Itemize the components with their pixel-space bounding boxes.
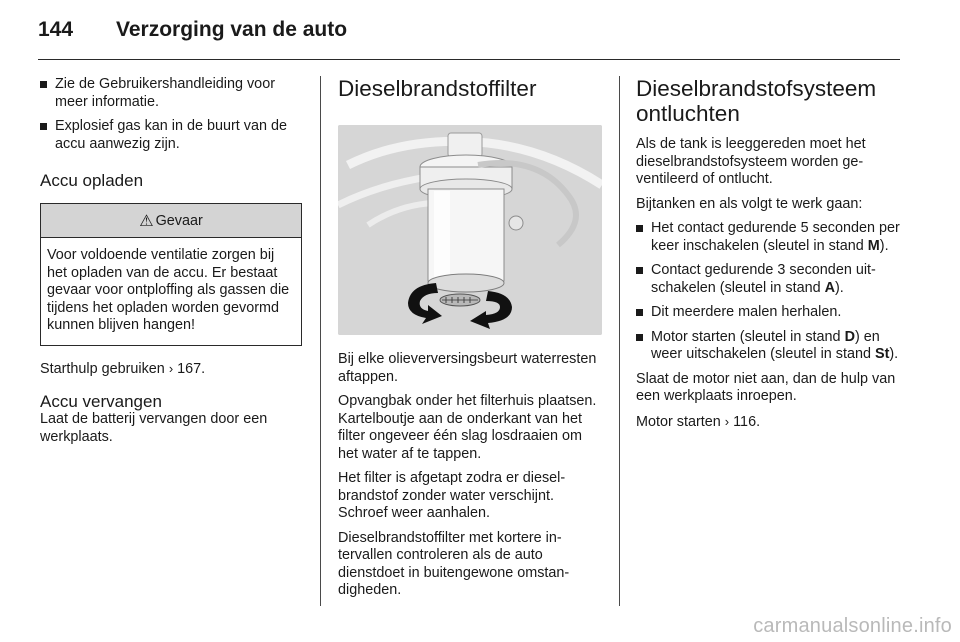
- page-number: 144: [38, 18, 74, 41]
- bullet-square-icon: [636, 267, 643, 274]
- fuel-filter-paragraph: Dieselbrandstoffilter met kortere intervallen controleren als de auto dienstdoet in buitengewone omstandigheden.: [338, 529, 570, 598]
- column-left: [40, 76, 302, 453]
- bullet-square-icon: [636, 334, 643, 341]
- warning-text: Voor voldoende ventilatie zorgen bij het opladen van de accu. Er bestaat gevaar voor ontploffing als gassen die tijdens het opladen worden gevormd kunnen blijven hangen!: [47, 247, 290, 333]
- engine-start-reference: Motor starten › 116.: [636, 413, 761, 430]
- list-item: Motor starten (sleutel in stand D) en weer uitschakelen (sleutel in stand St).: [636, 329, 900, 364]
- warning-triangle-icon: ⚠: [139, 212, 154, 230]
- jumpstart-reference: Starthulp gebruiken › 167.: [40, 360, 206, 377]
- page-reference-link[interactable]: 167.: [177, 360, 206, 377]
- column-middle: [338, 76, 602, 607]
- list-item: Explosief gas kan in de buurt van de accu aanwezig zijn.: [40, 118, 302, 153]
- column-divider: [320, 76, 321, 606]
- warning-header: [41, 204, 301, 238]
- section-heading-charging: Accu opladen: [40, 171, 144, 190]
- danger-warning-box: [40, 203, 302, 346]
- battery-notes-list: [40, 76, 302, 153]
- warning-title: Gevaar: [155, 212, 203, 229]
- section-heading-fuel-filter: Dieselbrandstoffilter: [338, 76, 537, 101]
- list-item: Het contact gedurende 5 seconden per keer inschakelen (sleutel in stand M).: [636, 220, 900, 255]
- fuel-filter-paragraph: Het filter is afgetapt zodra er dieselbrandstof zonder water verschijnt. Schroef weer aanhalen.: [338, 470, 566, 521]
- section-heading-replace: Accu vervangen: [40, 392, 162, 411]
- list-item: Contact gedurende 3 seconden uitschakelen (sleutel in stand A).: [636, 262, 900, 297]
- bleeding-steps-list: [636, 220, 900, 364]
- section-heading-bleeding: Dieselbrandstofsysteem ontluchten: [636, 76, 877, 126]
- list-item: Dit meerdere malen herhalen.: [636, 304, 900, 322]
- fuel-filter-paragraph: Opvangbak onder het filterhuis plaatsen. Kartelboutje aan de onderkant van het filter ongeveer één slag losdraaien om het water af te tappen.: [338, 393, 597, 462]
- fuel-filter-illustration: [338, 125, 602, 335]
- column-divider: [619, 76, 620, 606]
- page-title: Verzorging van de auto: [116, 18, 348, 41]
- workshop-note: Slaat de motor niet aan, dan de hulp van een werkplaats inroepen.: [636, 370, 896, 404]
- page-reference-arrow-icon: ›: [168, 360, 174, 376]
- column-right: [636, 76, 900, 438]
- page-reference-link[interactable]: 116.: [733, 413, 761, 430]
- page-reference-arrow-icon: ›: [724, 413, 730, 429]
- fuel-filter-image: [338, 125, 602, 335]
- fuel-filter-paragraph: Bij elke olieverversingsbeurt waterresten aftappen.: [338, 351, 597, 385]
- bullet-square-icon: [40, 123, 47, 130]
- list-item: Zie de Gebruikershandleiding voor meer informatie.: [40, 76, 302, 111]
- bullet-square-icon: [40, 81, 47, 88]
- bleeding-intro: Als de tank is leeggereden moet het dieselbrandstofsysteem worden geventileerd of ontlucht.: [636, 136, 866, 187]
- watermark: carmanualsonline.info: [753, 615, 952, 637]
- steps-intro: Bijtanken en als volgt te werk gaan:: [636, 195, 863, 212]
- page-header: [38, 18, 900, 60]
- bullet-square-icon: [636, 309, 643, 316]
- bullet-square-icon: [636, 225, 643, 232]
- replace-text: Laat de batterij vervangen door een werkplaats.: [40, 411, 268, 445]
